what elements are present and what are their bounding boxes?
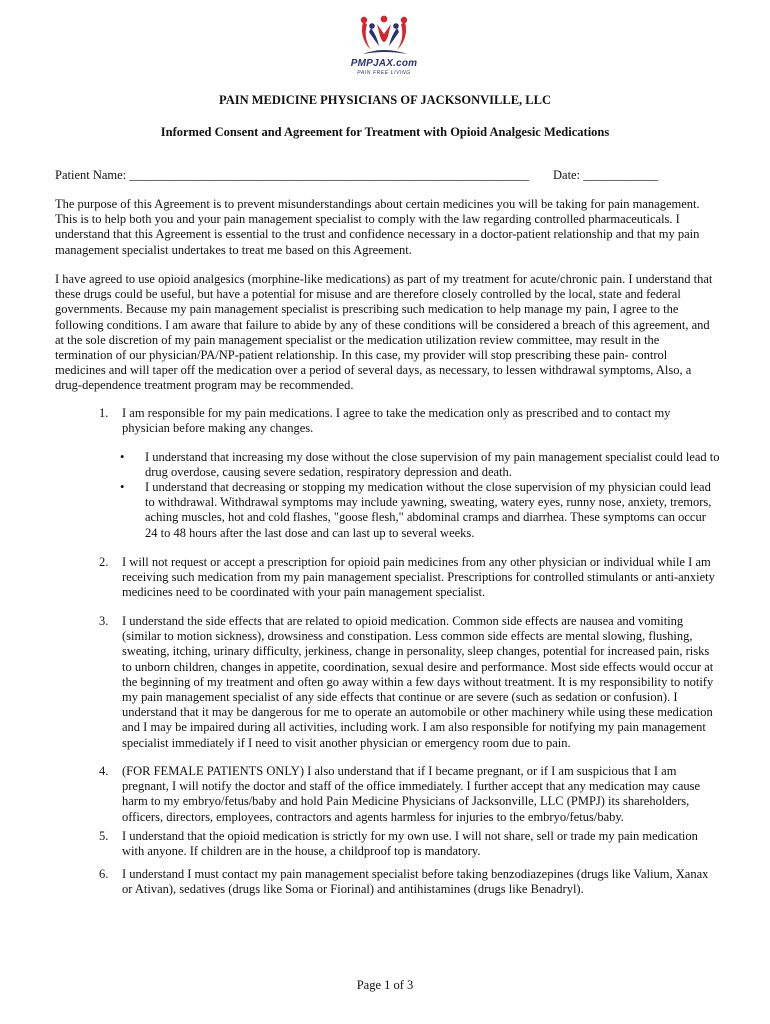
three-figures-star-icon <box>333 10 435 58</box>
bullet-text: I understand that increasing my dose without the close supervision of my pain management specialist could lead to drug overdose, causing severe sedation, respiratory depression and death. <box>145 450 720 480</box>
bullet-icon: • <box>120 480 125 494</box>
item-number: 2. <box>99 555 109 569</box>
page-number: Page 1 of 3 <box>356 978 414 992</box>
agreement-paragraph: I have agreed to use opioid analgesics (morphine-like medications) as part of my treatment for acute/chronic pain. I understand that these drugs could be useful, but have a potential for misuse and are therefore closely controlled by the local, state and federal governments. Because my pain management specialist is prescribing such medication to help manage my pain, I agree to the following conditions. I am aware that failure to abide by any of these conditions will be considered a breach of this agreement, and at the sole discretion of my pain management specialist or the medication utilization review committee, may result in the termination of our physician/PA/NP-patient relationship. In this case, my provider will stop prescribing these pain- control medicines and will taper off the medication over a period of several days, as necessary, to lessen withdrawal symptoms, Also, a drug-dependence treatment program may be recommended. <box>55 272 713 393</box>
bullet-text: I understand that decreasing or stopping my medication without the close supervision of my physician could lead to withdrawal. Withdrawal symptoms may include yawning, sweating, watery eyes, runny nose, anxiety, tremors, aching muscles, hot and cold flashes, "goose flesh," abdominal cramps and diarrhea. These symptoms can occur 24 to 48 hours after the last dose and can last up to several weeks. <box>145 480 712 540</box>
item-number: 1. <box>99 406 109 420</box>
patient-name-field[interactable]: Patient Name: ________________________________________________________________ <box>55 168 530 182</box>
purpose-paragraph: The purpose of this Agreement is to prevent misunderstandings about certain medicines you will be taking for pain management. This is to help both you and your pain management specialist to comply with the law regarding controlled pharmaceuticals. I understand that this Agreement is essential to the trust and confidence necessary in a doctor-patient relationship and that my pain management specialist undertakes to treat me based on this Agreement. <box>55 197 700 257</box>
date-field[interactable]: Date: ____________ <box>553 168 659 182</box>
item-text: I understand that the opioid medication is strictly for my own use. I will not share, sell or trade my pain medication with anyone. If children are in the house, a childproof top is mandatory. <box>122 829 698 859</box>
organization-heading: PAIN MEDICINE PHYSICIANS OF JACKSONVILLE, LLC <box>219 93 551 107</box>
item-text: I will not request or accept a prescription for opioid pain medicines from any other physician or individual while I am receiving such medication from my pain management specialist. Prescriptions for controlled stimulants or anti-anxiety medicines need to be coordinated with your pain management specialist. <box>122 555 715 600</box>
item-text: I understand I must contact my pain management specialist before taking benzodiazepines (drugs like Valium, Xanax or Ativan), sedatives (drugs like Soma or Fiorinal) and antihistamines (drugs like Benadryl). <box>122 867 709 897</box>
logo-tagline: PAIN FREE LIVING <box>357 70 411 76</box>
item-number: 3. <box>99 614 109 628</box>
item-number: 5. <box>99 829 109 843</box>
logo-url: PMPJAX.com <box>350 58 418 69</box>
item-number: 4. <box>99 764 109 778</box>
item-text: I am responsible for my pain medications. I agree to take the medication only as prescribed and to contact my physician before making any changes. <box>122 406 671 436</box>
item-number: 6. <box>99 867 109 881</box>
document-title: Informed Consent and Agreement for Treatment with Opioid Analgesic Medications <box>160 125 610 139</box>
item-text: (FOR FEMALE PATIENTS ONLY) I also understand that if I became pregnant, or if I am suspicious that I am pregnant, I will notify the doctor and staff of the office immediately. I further accept that any medication may cause harm to my embryo/fetus/baby and hold Pain Medicine Physicians of Jacksonville, LLC (PMPJ) its shareholders, officers, directors, employees, contractors and agents harmless for injuries to the embryo/fetus/baby. <box>122 764 701 824</box>
item-text: I understand the side effects that are related to opioid medication. Common side effects are nausea and vomiting (similar to motion sickness), drowsiness and constipation. Less common side effects are mental slowing, flushing, sweating, itching, urinary difficulty, jerkiness, change in personality, sleep changes, potential for increased pain, risks to unborn children, changes in appetite, coordination, sexual desire and performance. Most side effects would occur at the beginning of my treatment and often go away within a few days without treatment. It is my responsibility to notify my pain management specialist of any side effects that continue or are severe (such as sedation or confusion). I understand that it may be dangerous for me to operate an automobile or other machinery while using these medication and I may be impaired during all activities, including work. I am also responsible for notifying my pain management specialist immediately if I need to visit another physician or emergency room due to pain. <box>122 614 714 750</box>
bullet-icon: • <box>120 450 125 464</box>
pmpjax-logo <box>333 10 435 78</box>
